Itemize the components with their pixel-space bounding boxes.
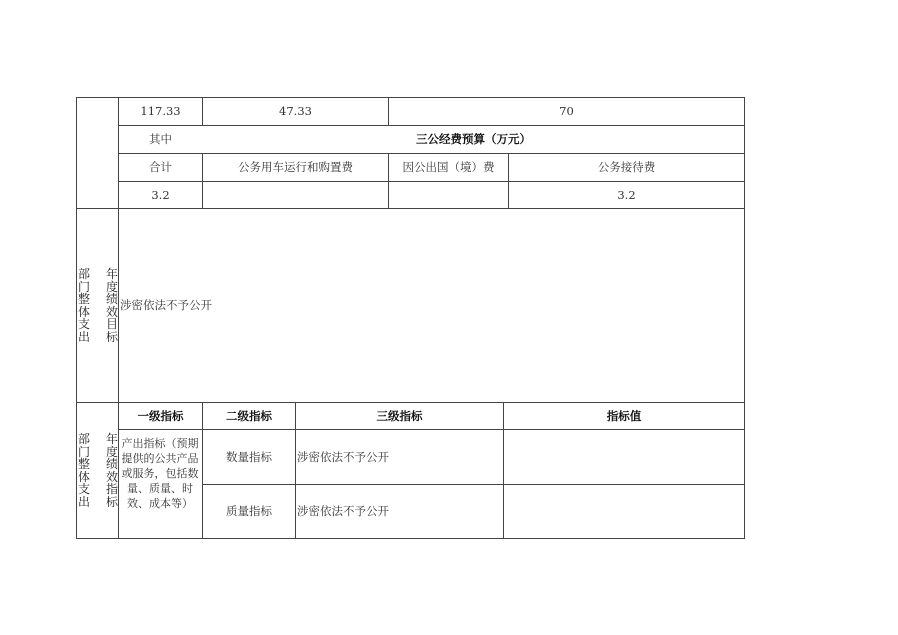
level3-header: 三级指标 — [376, 409, 423, 423]
goal-left-label: 部门整体支出 — [77, 267, 90, 344]
grid-line — [118, 125, 745, 126]
grid-line — [76, 97, 745, 98]
car-header: 公务用车运行和购置费 — [238, 160, 353, 174]
level2-quality: 质量指标 — [226, 504, 272, 518]
reception-header: 公务接待费 — [597, 160, 656, 174]
sangong-title: 三公经费预算（万元） — [416, 132, 531, 146]
grid-line — [76, 402, 745, 403]
heji-value: 3.2 — [151, 188, 170, 202]
heji-header: 合计 — [149, 160, 172, 174]
level2-header: 二级指标 — [226, 409, 272, 423]
project-value: 70 — [559, 104, 574, 118]
level3-quantity: 涉密依法不予公开 — [297, 450, 389, 464]
grid-line — [118, 181, 745, 182]
level2-quantity: 数量指标 — [226, 450, 272, 464]
level3-quality: 涉密依法不予公开 — [297, 504, 389, 518]
indicator-mid-label: 年度绩效指标 — [105, 432, 118, 509]
goal-content: 涉密依法不予公开 — [120, 298, 212, 312]
goal-mid-label: 年度绩效目标 — [105, 267, 118, 344]
qizhong-label: 其中 — [149, 132, 172, 146]
grid-line — [744, 97, 745, 539]
total-value: 117.33 — [140, 104, 181, 118]
grid-line — [76, 538, 745, 539]
grid-line — [202, 484, 745, 485]
abroad-header: 因公出国（境）费 — [402, 160, 495, 174]
grid-line — [118, 429, 745, 430]
indicator-left-label: 部门整体支出 — [77, 432, 90, 509]
basic-value: 47.33 — [279, 104, 312, 118]
reception-value: 3.2 — [617, 188, 636, 202]
level1-text: 产出指标（预期提供的公共产品或服务，包括数量、质量、时效、成本等） — [121, 437, 199, 510]
level1-header: 一级指标 — [137, 409, 184, 423]
grid-line — [118, 153, 745, 154]
grid-line — [76, 208, 745, 209]
value-header: 指标值 — [606, 409, 642, 423]
